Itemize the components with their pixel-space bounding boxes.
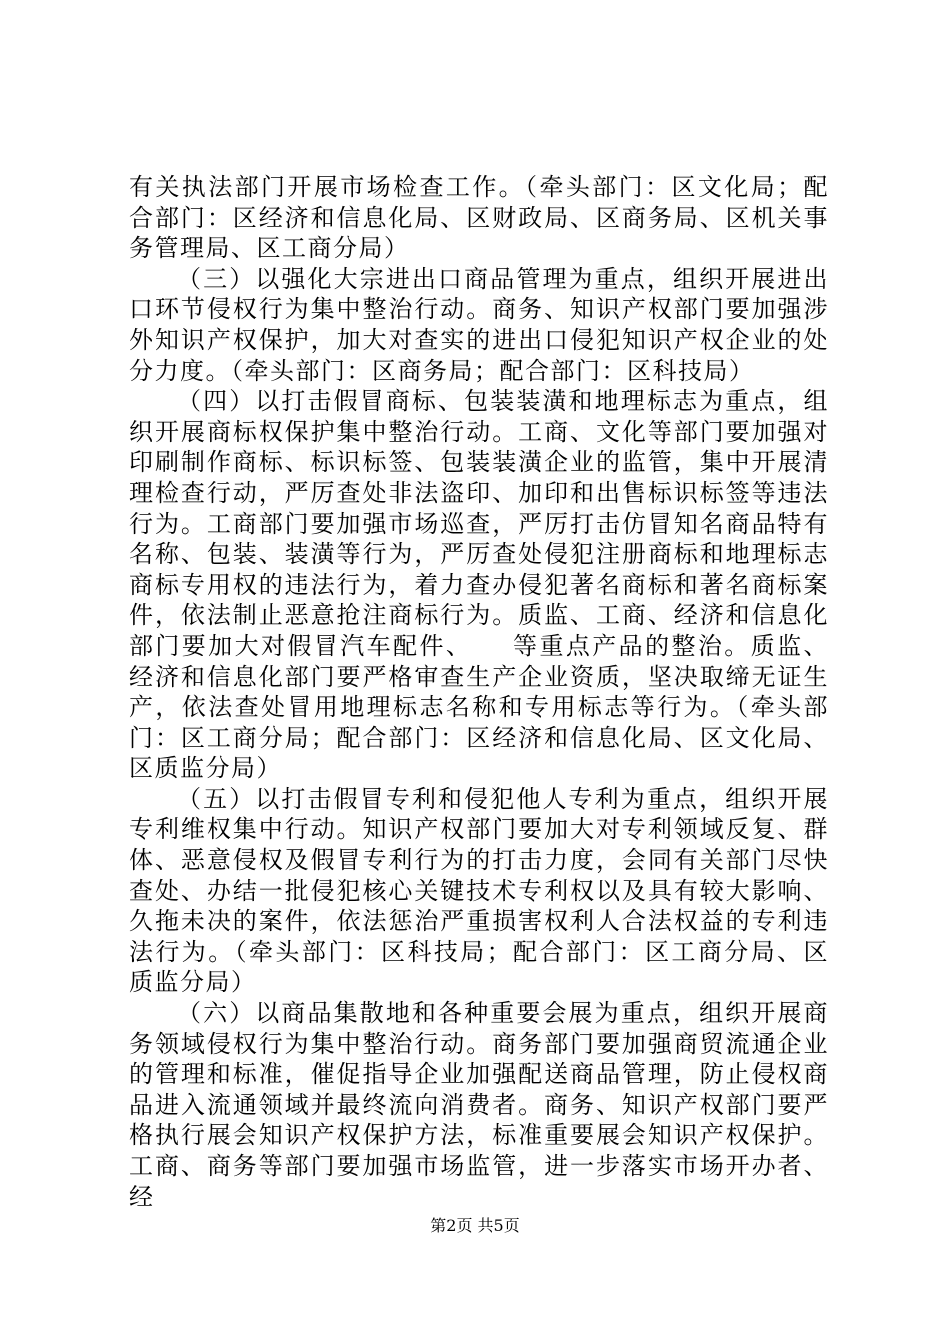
- page-number-footer: 第2页 共5页: [430, 1216, 520, 1235]
- paragraph-section-4: （四）以打击假冒商标、包装装潢和地理标志为重点，组织开展商标权保护集中整治行动。工商、文化等部门要加强对印刷制作商标、标识标签、包装装潢企业的监管，集中开展清理检查行动，严厉查处非法盗印、加印和出售标识标签等违法行为。工商部门要加强市场巡查，严厉打击仿冒知名商品特有名称、包装、装潢等行为，严厉查处侵犯注册商标和地理标志商标专用权的违法行为，着力查办侵犯著名商标和著名商标案件，依法制止恶意抢注商标行为。质监、工商、经济和信息化部门要加大对假冒汽车配件、 等重点产品的整治。质监、经济和信息化部门要严格审查生产企业资质，坚决取缔无证生产，依法查处冒用地理标志名称和专用标志等行为。（牵头部门：区工商分局；配合部门：区经济和信息化局、区文化局、区质监分局）: [129, 387, 829, 783]
- paragraph-section-3: （三）以强化大宗进出口商品管理为重点，组织开展进出口环节侵权行为集中整治行动。商务、知识产权部门要加强涉外知识产权保护，加大对查实的进出口侵犯知识产权企业的处分力度。（牵头部门：区商务局；配合部门：区科技局）: [129, 264, 829, 385]
- document-body: [129, 172, 829, 1212]
- paragraph-section-6: （六）以商品集散地和各种重要会展为重点，组织开展商务领域侵权行为集中整治行动。商务部门要加强商贸流通企业的管理和标准，催促指导企业加强配送商品管理，防止侵权商品进入流通领域并最终流向消费者。商务、知识产权部门要严格执行展会知识产权保护方法，标准重要展会知识产权保护。工商、商务等部门要加强市场监管，进一步落实市场开办者、经: [129, 999, 829, 1211]
- paragraph-section-5: （五）以打击假冒专利和侵犯他人专利为重点，组织开展专利维权集中行动。知识产权部门要加大对专利领域反复、群体、恶意侵权及假冒专利行为的打击力度，会同有关部门尽快查处、办结一批侵犯核心关键技术专利权以及具有较大影响、久拖未决的案件，依法惩治严重损害权利人合法权益的专利违法行为。（牵头部门：区科技局；配合部门：区工商分局、区质监分局）: [129, 784, 829, 997]
- paragraph-continuation: 有关执法部门开展市场检查工作。（牵头部门：区文化局；配合部门：区经济和信息化局、区财政局、区商务局、区机关事务管理局、区工商分局）: [129, 173, 829, 263]
